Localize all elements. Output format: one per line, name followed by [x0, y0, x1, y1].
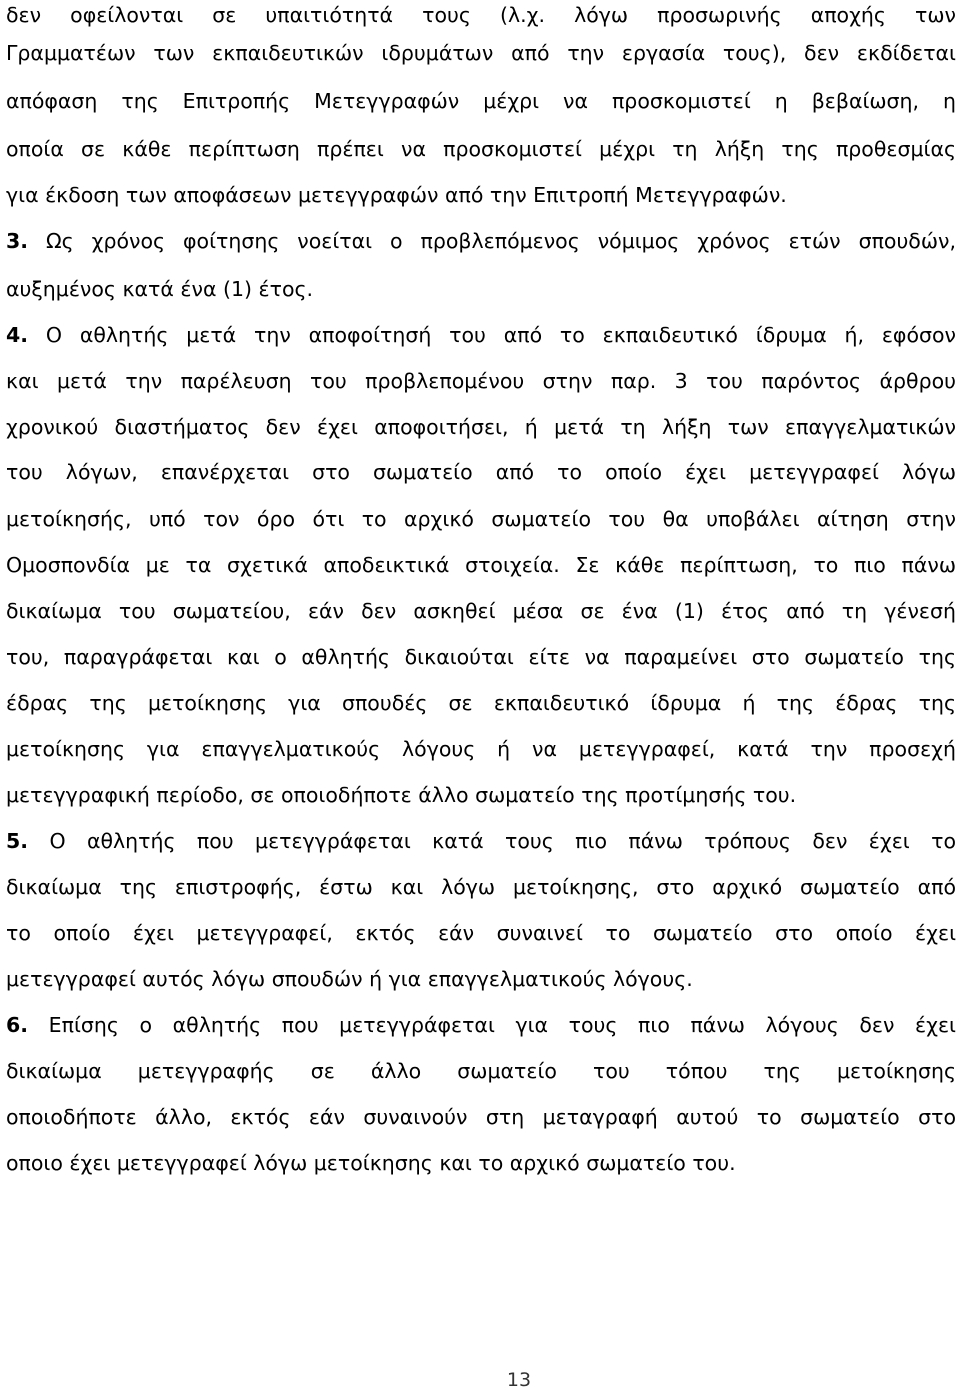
text-line: οποία σε κάθε περίπτωση πρέπει να προσκομιστεί μέχρι τη λήξη της προθεσμίας	[6, 137, 956, 161]
text-line: έδρας της μετοίκησης για σπουδές σε εκπαιδευτικό ίδρυμα ή της έδρας της	[6, 691, 956, 715]
text-line: αυξημένος κατά ένα (1) έτος.	[6, 277, 314, 301]
text-line: μετοίκησης για επαγγελματικούς λόγους ή να μετεγγραφεί, κατά την προσεχή	[6, 737, 956, 761]
text-line: Γραμματέων των εκπαιδευτικών ιδρυμάτων από την εργασία τους), δεν εκδίδεται	[6, 41, 956, 65]
text-line: το οποίο έχει μετεγγραφεί, εκτός εάν συναινεί το σωματείο στο οποίο έχει	[6, 921, 956, 945]
paragraph-5-number: 5.	[6, 829, 29, 853]
text-line: και μετά την παρέλευση του προβλεπομένου στην παρ. 3 του παρόντος άρθρου	[6, 369, 956, 393]
text-line: δεν οφείλονται σε υπαιτιότητά τους (λ.χ. λόγω προσωρινής αποχής των	[6, 3, 956, 27]
text-line: Ομοσπονδία με τα σχετικά αποδεικτικά στοιχεία. Σε κάθε περίπτωση, το πιο πάνω	[6, 553, 956, 577]
text-line: απόφαση της Επιτροπής Μετεγγραφών μέχρι να προσκομιστεί η βεβαίωση, η	[6, 89, 956, 113]
text-line: του, παραγράφεται και ο αθλητής δικαιούται είτε να παραμείνει στο σωματείο της	[6, 645, 956, 669]
text-line: χρονικού διαστήματος δεν έχει αποφοιτήσει, ή μετά τη λήξη των επαγγελματικών	[6, 415, 956, 439]
text-line: οποιοδήποτε άλλο, εκτός εάν συναινούν στη μεταγραφή αυτού το σωματείο στο	[6, 1105, 956, 1129]
text-line: του λόγων, επανέρχεται στο σωματείο από το οποίο έχει μετεγγραφεί λόγω	[6, 460, 956, 484]
paragraph-text: Ο αθλητής μετά την αποφοίτησή του από το εκπαιδευτικό ίδρυμα ή, εφόσον	[28, 323, 956, 347]
text-line: μετοίκησής, υπό τον όρο ότι το αρχικό σωματείο του θα υποβάλει αίτηση στην	[6, 507, 956, 531]
paragraph-5-line	[6, 826, 956, 856]
paragraph-text: Ο αθλητής που μετεγγράφεται κατά τους πιο πάνω τρόπους δεν έχει το	[28, 829, 956, 853]
text-line: για έκδοση των αποφάσεων μετεγγραφών από την Επιτροπή Μετεγγραφών.	[6, 183, 787, 207]
paragraph-3-number: 3.	[6, 229, 29, 253]
paragraph-text: Ως χρόνος φοίτησης νοείται ο προβλεπόμενος νόμιμος χρόνος ετών σπουδών,	[28, 229, 956, 253]
text-line: οποιο έχει μετεγγραφεί λόγω μετοίκησης και το αρχικό σωματείο του.	[6, 1151, 736, 1175]
text-line: μετεγγραφική περίοδο, σε οποιοδήποτε άλλο σωματείο της προτίμησής του.	[6, 783, 797, 807]
text-line: δικαίωμα της επιστροφής, έστω και λόγω μετοίκησης, στο αρχικό σωματείο από	[6, 875, 956, 899]
paragraph-4-line	[6, 320, 956, 350]
paragraph-4-number: 4.	[6, 323, 29, 347]
paragraph-text: Επίσης ο αθλητής που μετεγγράφεται για τους πιο πάνω λόγους δεν έχει	[28, 1013, 956, 1037]
paragraph-6-number: 6.	[6, 1013, 29, 1037]
page-number: 13	[506, 1369, 532, 1391]
text-line: δικαίωμα του σωματείου, εάν δεν ασκηθεί μέσα σε ένα (1) έτος από τη γένεσή	[6, 599, 956, 623]
paragraph-6-line	[6, 1010, 956, 1040]
text-line: μετεγγραφεί αυτός λόγω σπουδών ή για επαγγελματικούς λόγους.	[6, 967, 693, 991]
text-line: δικαίωμα μετεγγραφής σε άλλο σωματείο του τόπου της μετοίκησης	[6, 1059, 956, 1083]
paragraph-3-line	[6, 226, 956, 256]
